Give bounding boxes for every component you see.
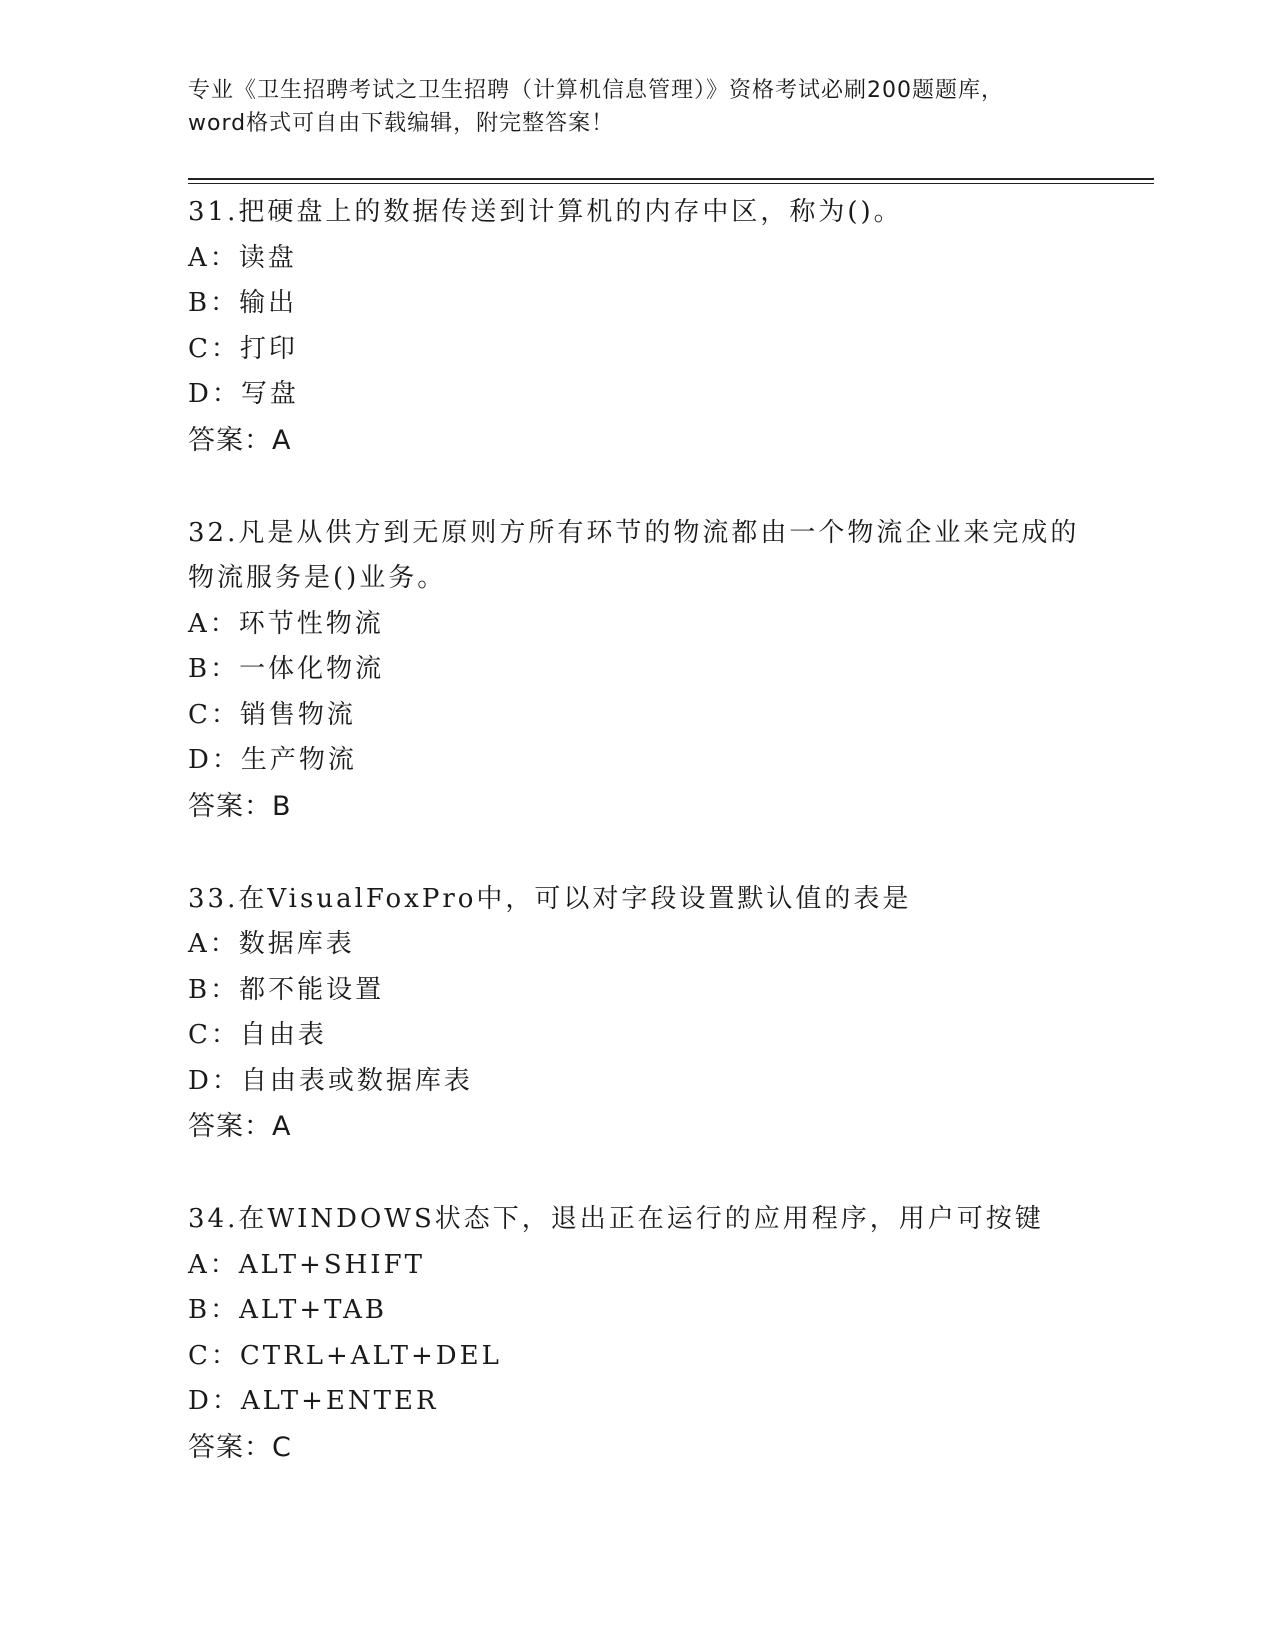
- question-31: [188, 190, 1088, 464]
- header-divider: [188, 178, 1154, 180]
- option-c: C：自由表: [188, 1020, 327, 1050]
- answer: 答案：C: [188, 1431, 292, 1463]
- option-b: B：输出: [188, 288, 298, 318]
- answer: 答案：A: [188, 424, 292, 456]
- option-d: D：写盘: [188, 379, 299, 409]
- question-stem: 34.在WINDOWS状态下，退出正在运行的应用程序，用户可按键: [188, 1204, 1044, 1234]
- question-34: [188, 1197, 1088, 1471]
- header-line-2: word格式可自由下载编辑，附完整答案！: [188, 111, 615, 136]
- option-a: A：环节性物流: [188, 608, 384, 639]
- header-divider-thin: [188, 183, 1154, 184]
- answer: 答案：A: [188, 1111, 292, 1142]
- option-a: A：数据库表: [188, 929, 355, 959]
- option-c: C：打印: [188, 333, 298, 364]
- question-32: [188, 511, 1088, 830]
- question-33: [188, 877, 1088, 1151]
- option-d: D：自由表或数据库表: [188, 1065, 473, 1096]
- option-b: B：都不能设置: [188, 974, 385, 1005]
- option-b: B：一体化物流: [188, 654, 385, 684]
- option-a: A：ALT+SHIFT: [188, 1249, 425, 1280]
- answer: 答案：B: [188, 790, 292, 822]
- option-d: D：生产物流: [188, 745, 357, 775]
- option-d: D：ALT+ENTER: [188, 1386, 439, 1416]
- option-c: C：销售物流: [188, 699, 356, 730]
- option-c: C：CTRL+ALT+DEL: [188, 1340, 502, 1371]
- document-header: [188, 74, 1088, 140]
- question-stem-continued: 物流服务是()业务。: [188, 563, 447, 593]
- question-list: [188, 190, 1088, 1518]
- header-line-1: 专业《卫生招聘考试之卫生招聘（计算机信息管理）》资格考试必刷200题题库，: [188, 78, 1004, 103]
- option-a: A：读盘: [188, 242, 297, 273]
- question-stem: 32.凡是从供方到无原则方所有环节的物流都由一个物流企业来完成的: [188, 517, 1080, 548]
- question-stem: 33.在VisualFoxPro中，可以对字段设置默认值的表是: [188, 883, 912, 914]
- question-stem: 31.把硬盘上的数据传送到计算机的内存中区，称为()。: [188, 197, 903, 227]
- option-b: B：ALT+TAB: [188, 1295, 387, 1325]
